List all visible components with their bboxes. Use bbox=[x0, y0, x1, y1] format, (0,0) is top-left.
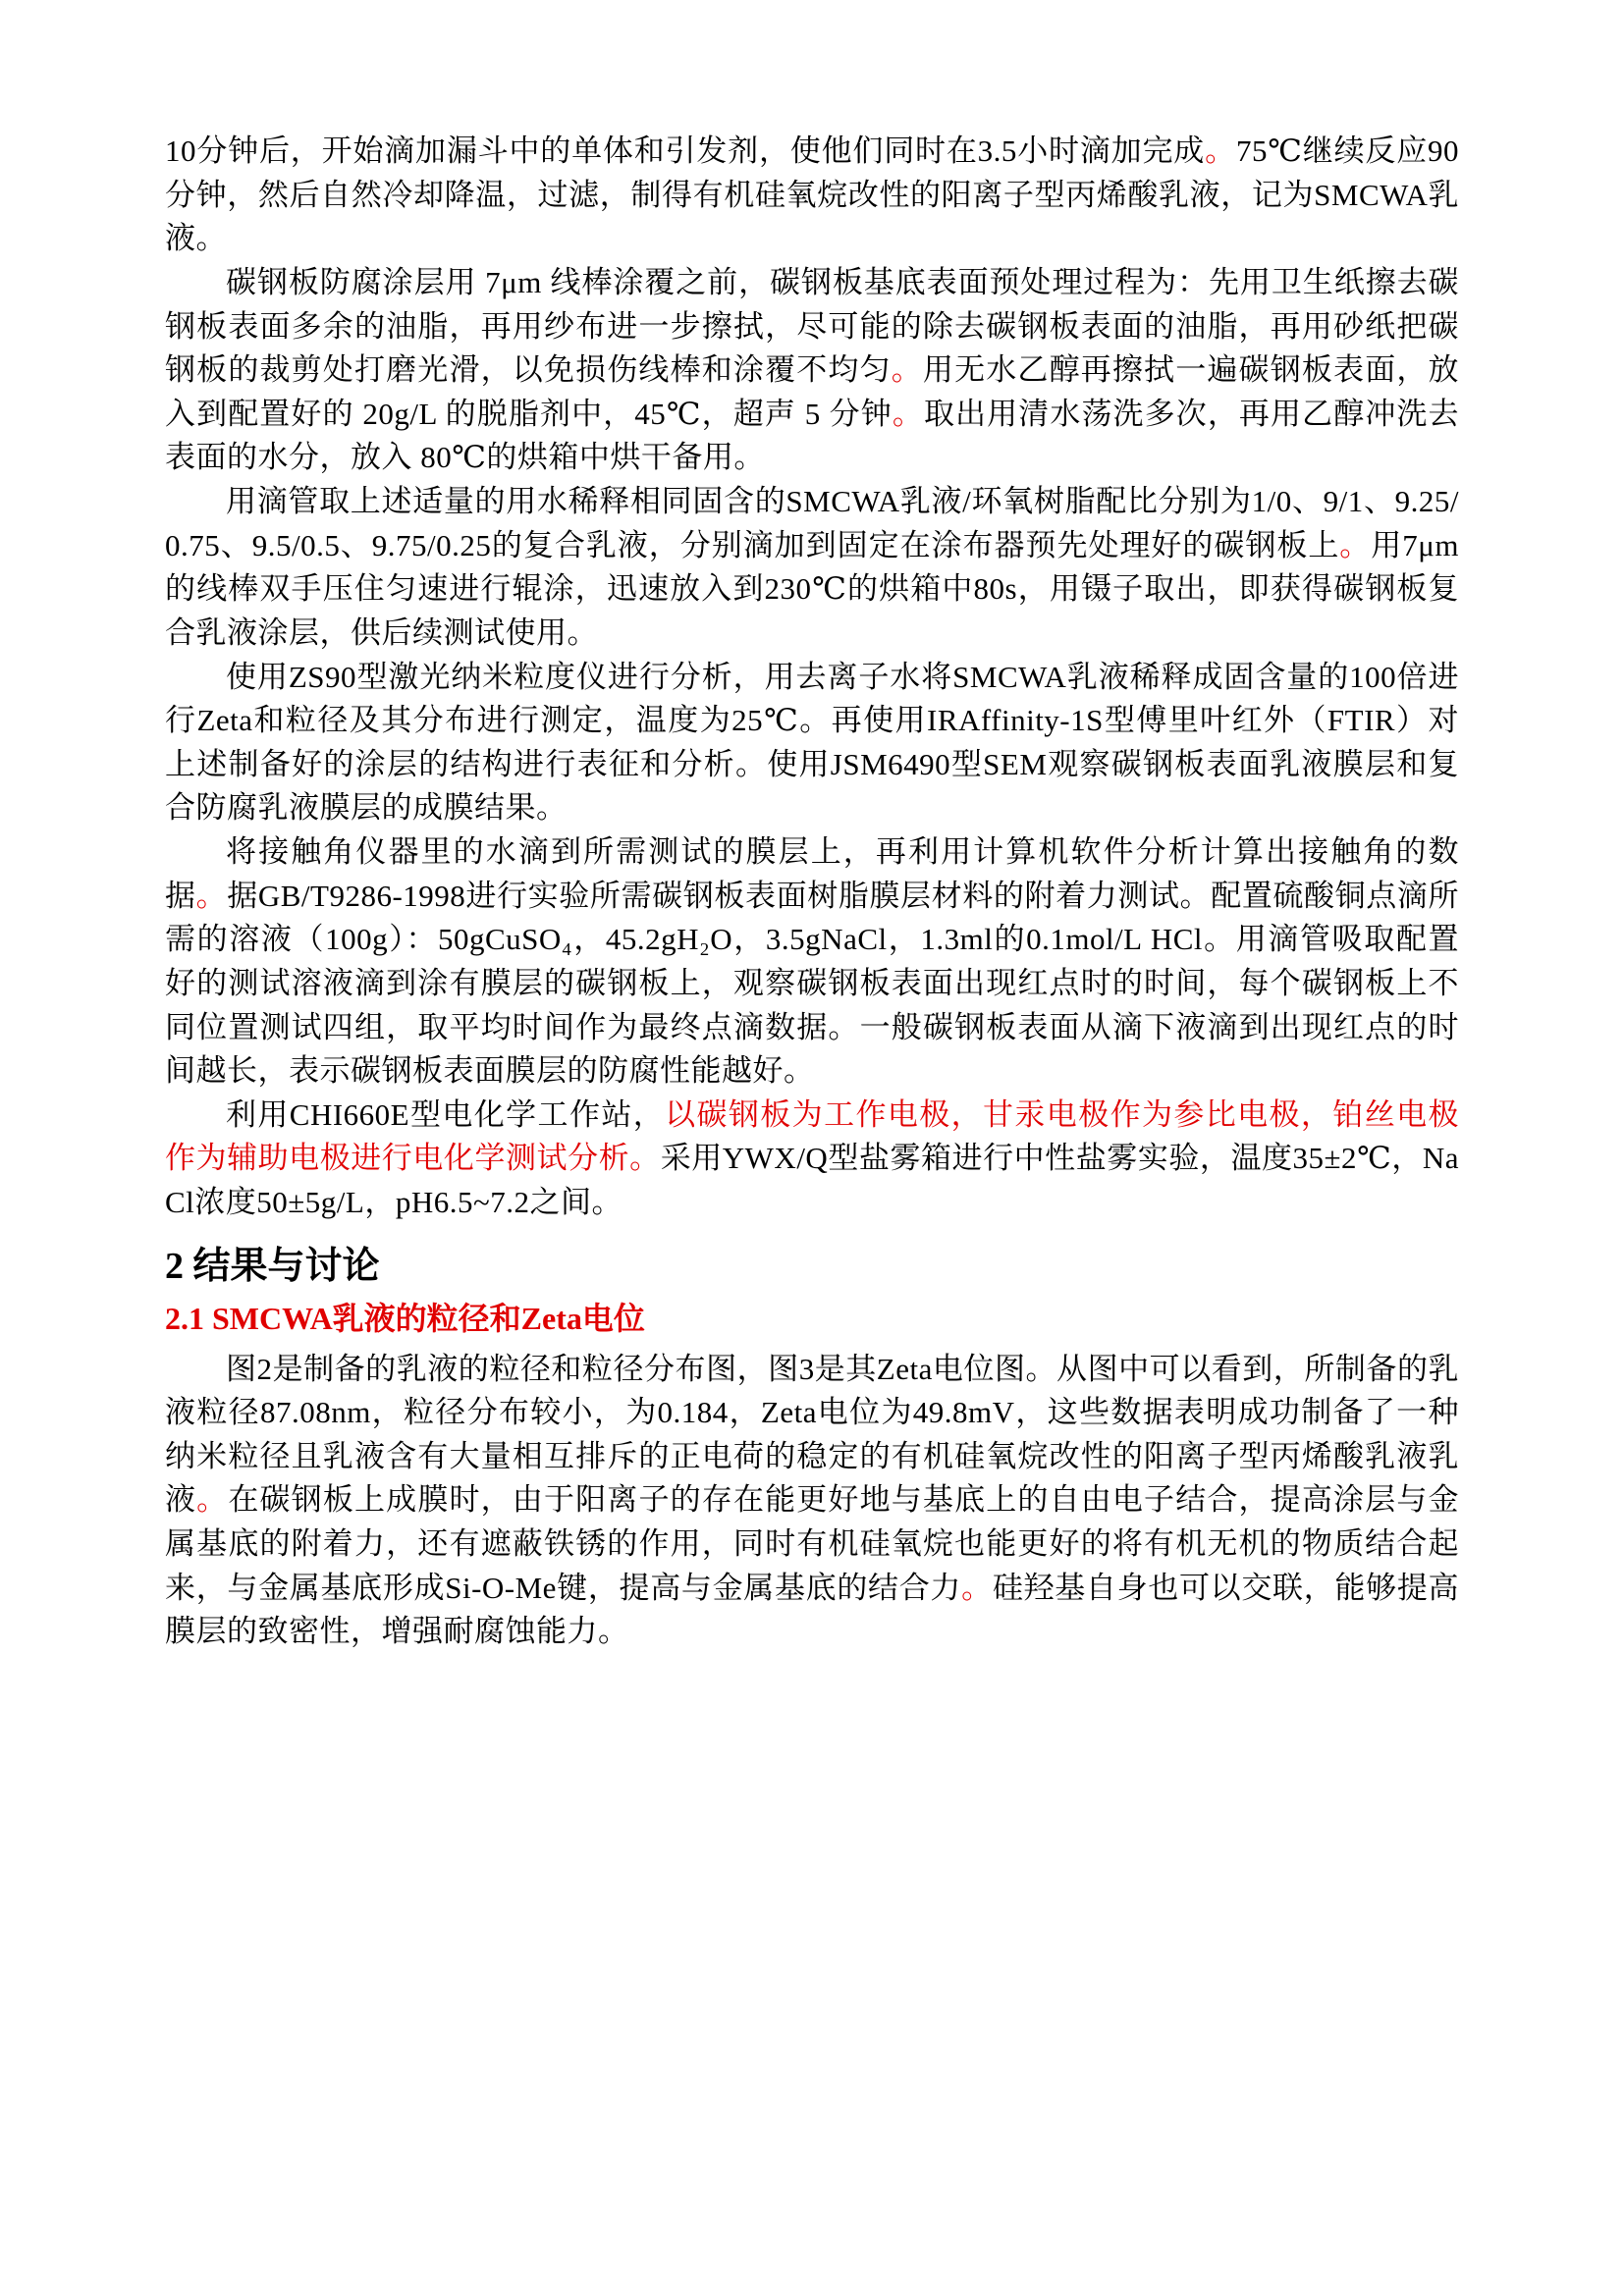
red-text-run: 。 bbox=[1339, 527, 1372, 562]
text-run: 据GB/T9286-1998进行实验所需碳钢板表面树脂膜层材料的附着力测试。配置硫酸铜点滴所需的溶液（100g）：50gCuSO₄，45.2gH₂O，3.5gNaCl，1.3ml的0.1mol/L HCl。用滴管吸取配置好的测试溶液滴到涂有膜层的碳钢板上，观察碳钢板表面出现红点时的时间，每个碳钢板上不同位置测试四组，取平均时间作为最终点滴数据。一般碳钢板表面从滴下液滴到出现红点的时间越长，表示碳钢板表面膜层的防腐性能越好。 bbox=[165, 878, 1460, 1089]
text-run: 采用YWX/Q型盐雾箱进行中性盐雾实验，温度35±2℃，NaCl浓度50±5g/L，pH6.5~7.2之间。 bbox=[165, 1141, 1459, 1219]
text-run: 用无水乙醇再擦拭一遍碳钢板表面，放入到配置好的 20g/L 的脱脂剂中，45℃，超声 5 分钟 bbox=[165, 352, 1460, 431]
text-run: 图2是制备的乳液的粒径和粒径分布图，图3是其Zeta电位图。从图中可以看到，所制备的乳液粒径87.08nm，粒径分布较小，为0.184，Zeta电位为49.8mV，这些数据表明成功制备了一种纳米粒径且乳液含有大量相互排斥的正电荷的稳定的有机硅氧烷改性的阳离子型丙烯酸乳液乳液 bbox=[165, 1351, 1459, 1518]
text-run: 碳钢板防腐涂层用 7μm 线棒涂覆之前，碳钢板基底表面预处理过程为：先用卫生纸擦去碳钢板表面多余的油脂，再用纱布进一步擦拭，尽可能的除去碳钢板表面的油脂，再用砂纸把碳钢板的裁剪处打磨光滑，以免损伤线棒和涂覆不均匀 bbox=[165, 264, 1459, 388]
text-run: 10分钟后，开始滴加漏斗中的单体和引发剂，使他们同时在3.5小时滴加完成 bbox=[165, 133, 1206, 168]
paragraph-characterization-instruments bbox=[165, 656, 1459, 831]
red-text-run: 。 bbox=[892, 396, 924, 431]
paragraph-steel-plate-pretreatment bbox=[165, 261, 1459, 480]
text-run: 硅羟基自身也可以交联，能够提高膜层的致密性，增强耐腐蚀能力。 bbox=[165, 1570, 1460, 1649]
red-text-run: 。 bbox=[891, 352, 923, 388]
red-text-run: 。 bbox=[1205, 133, 1236, 168]
document-body bbox=[165, 130, 1459, 1654]
paragraph-results-discussion bbox=[165, 1348, 1459, 1654]
text-run: 使用ZS90型激光纳米粒度仪进行分析，用去离子水将SMCWA乳液稀释成固含量的100倍进行Zeta和粒径及其分布进行测定，温度为25℃。再使用IRAffinity-1S型傅里叶红外（FTIR）对上述制备好的涂层的结构进行表征和分析。使用JSM6490型SEM观察碳钢板表面乳液膜层和复合防腐乳液膜层的成膜结果。 bbox=[165, 659, 1459, 826]
text-run: 用滴管取上述适量的用水稀释相同固含的SMCWA乳液/环氧树脂配比分别为1/0、9/1、9.25/0.75、9.5/0.5、9.75/0.25的复合乳液，分别滴加到固定在涂布器预先处理好的碳钢板上 bbox=[165, 484, 1459, 562]
text-run: 2 结果与讨论 bbox=[165, 1245, 380, 1287]
section-heading-results bbox=[165, 1243, 1459, 1291]
paragraph-electrochemical-and-salt-spray bbox=[165, 1094, 1459, 1225]
text-run: 取出用清水荡洗多次，再用乙醇冲洗去表面的水分，放入 80℃的烘箱中烘干备用。 bbox=[165, 396, 1460, 475]
red-text-run: 。 bbox=[196, 1482, 229, 1518]
red-text-run: 。 bbox=[961, 1570, 993, 1605]
red-text-run: 以碳钢板为工作电极，甘汞电极作为参比电极，铂丝电极作为辅助电极进行电化学测试分析。 bbox=[165, 1096, 1459, 1176]
paragraph-composite-coating bbox=[165, 480, 1459, 656]
text-run: 利用CHI660E型电化学工作站， bbox=[226, 1096, 666, 1132]
red-text-run: 。 bbox=[195, 878, 228, 913]
text-run: 75℃继续反应90分钟，然后自然冷却降温，过滤，制得有机硅氧烷改性的阳离子型丙烯酸乳液，记为SMCWA乳液。 bbox=[165, 133, 1460, 256]
red-text-run: 2.1 SMCWA乳液的粒径和Zeta电位 bbox=[165, 1301, 645, 1337]
paragraph-contact-angle-and-drop-test bbox=[165, 830, 1459, 1094]
subsection-heading-particle-size-zeta bbox=[165, 1299, 1459, 1340]
paragraph-emulsion-synthesis bbox=[165, 130, 1459, 261]
text-run: 将接触角仪器里的水滴到所需测试的膜层上，再利用计算机软件分析计算出接触角的数据 bbox=[165, 834, 1459, 913]
text-run: 用7μm的线棒双手压住匀速进行辊涂，迅速放入到230℃的烘箱中80s，用镊子取出，即获得碳钢板复合乳液涂层，供后续测试使用。 bbox=[165, 527, 1459, 650]
text-run: 在碳钢板上成膜时，由于阳离子的存在能更好地与基底上的自由电子结合，提高涂层与金属基底的附着力，还有遮蔽铁锈的作用，同时有机硅氧烷也能更好的将有机无机的物质结合起来，与金属基底形成Si-O-Me键，提高与金属基底的结合力 bbox=[165, 1482, 1460, 1605]
